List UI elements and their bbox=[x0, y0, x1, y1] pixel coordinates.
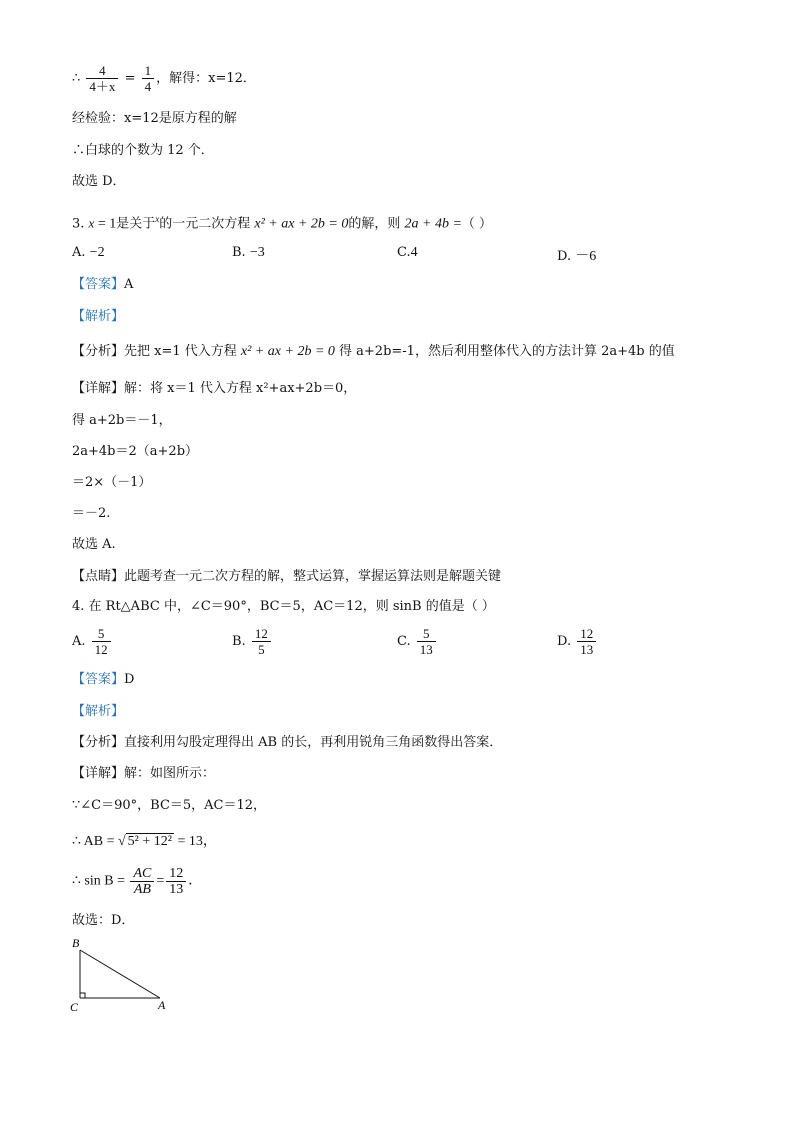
q4-option-a: A. $\frac{5}{12}$ bbox=[72, 626, 113, 657]
fraction-right: $\frac{1}{4}$ bbox=[142, 63, 155, 94]
right-triangle-figure bbox=[66, 934, 176, 1014]
q3-dianjing: 【点睛】此题考查一元二次方程的解，整式运算，掌握运算法则是解题关键 bbox=[72, 569, 502, 584]
line-choose-d: 故选 D． bbox=[72, 174, 126, 189]
q3-analysis-heading: 【解析】 bbox=[72, 309, 125, 324]
q3-stem: 3. x = 1是关于$^x$的一元二次方程 x² + ax + 2b = 0的解，则 2a + 4b =（ ） bbox=[72, 214, 493, 232]
q4-step-1: ∵∠C＝90°，BC＝5，AC＝12， bbox=[72, 798, 267, 813]
q3-option-b: B. −3 bbox=[232, 245, 265, 260]
q4-option-c: C. $\frac{5}{13}$ bbox=[397, 626, 438, 657]
line-check: 经检验：x=12是原方程的解 bbox=[72, 111, 237, 126]
q3-option-a: A. −2 bbox=[72, 245, 105, 260]
q4-xiangjie: 【详解】解：如图所示： bbox=[72, 766, 216, 781]
q4-step-3: ∴ sin B = $\frac{AC}{AB}$ = $\frac{12}{13}$ ． bbox=[72, 866, 203, 897]
q3-step-3: ＝2×（－1） bbox=[72, 475, 152, 490]
q3-option-d: D. －6 bbox=[557, 249, 597, 264]
q4-step-4: 故选：D． bbox=[72, 913, 135, 928]
line-solve: ∴ $\frac{4}{4+x}$ = $\frac{1}{4}$ ，解得：x=12． bbox=[72, 63, 256, 94]
q4-analysis-heading: 【解析】 bbox=[72, 704, 125, 719]
q3-step-5: 故选 A. bbox=[72, 537, 116, 552]
q4-fenxi: 【分析】直接利用勾股定理得出 AB 的长，再利用锐角三角函数得出答案． bbox=[72, 735, 503, 750]
line-white-balls: ∴白球的个数为 12 个． bbox=[72, 143, 214, 158]
label-a: A bbox=[158, 998, 166, 1012]
q4-option-d: D. $\frac{12}{13}$ bbox=[557, 626, 598, 657]
q3-xiangjie: 【详解】解：将 x＝1 代入方程 x²+ax+2b＝0， bbox=[72, 381, 357, 396]
fraction-left: $\frac{4}{4+x}$ bbox=[86, 63, 118, 94]
q4-option-b: B. $\frac{12}{5}$ bbox=[232, 626, 273, 657]
q3-step-4: ＝－2. bbox=[72, 506, 111, 521]
q4-stem: 4. 在 Rt△ABC 中，∠C＝90°，BC＝5，AC＝12，则 sinB 的值是（ ） bbox=[72, 599, 495, 614]
q3-step-2: 2a+4b＝2（a+2b） bbox=[72, 444, 199, 459]
q4-step-2: ∴ AB = √ 5² + 12² = 13， bbox=[72, 834, 217, 849]
q3-answer: 【答案】A bbox=[72, 277, 134, 292]
q3-fenxi: 【分析】先把 x=1 代入方程 x² + ax + 2b = 0 得 a+2b=-1，然后利用整体代入的方法计算 2a+4b 的值 bbox=[72, 344, 675, 359]
q3-option-c: C.4 bbox=[397, 245, 418, 260]
triangle-side-ab bbox=[80, 950, 160, 998]
q3-step-1: 得 a+2b＝－1， bbox=[72, 413, 172, 428]
q4-answer: 【答案】D bbox=[72, 672, 135, 687]
label-c: C bbox=[70, 1000, 79, 1014]
right-angle-mark bbox=[80, 993, 85, 998]
label-b: B bbox=[72, 936, 80, 950]
